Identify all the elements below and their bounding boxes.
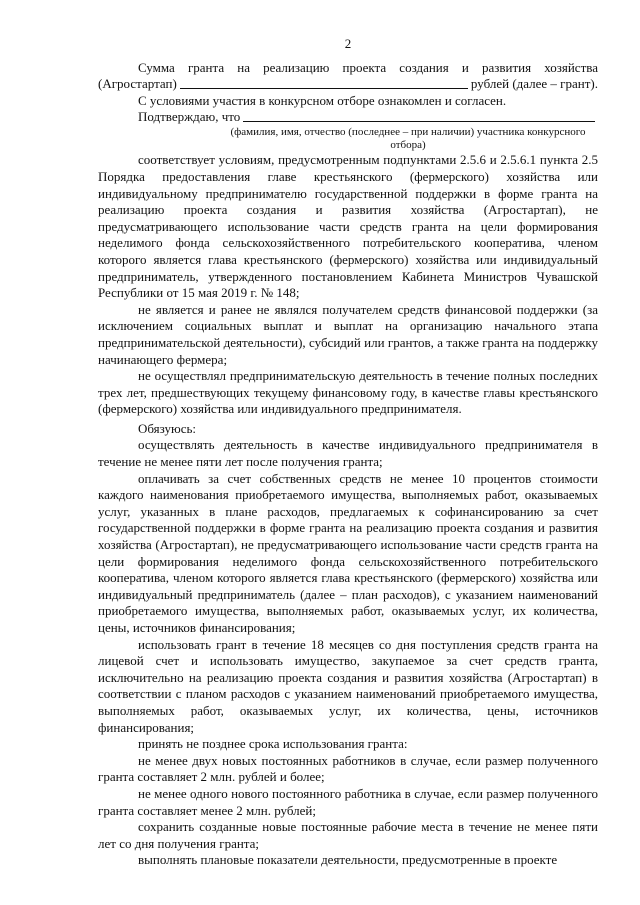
obligations-heading: Обязуюсь: [138, 420, 197, 436]
body-paragraph: осуществлять деятельность в качестве индивидуального предпринимателя в течение не менее пяти лет после получения гранта; [98, 437, 598, 470]
grant-sum-row [98, 76, 598, 93]
grant-sum-line: Сумма гранта на реализацию проекта создания и развития хозяйства [138, 59, 598, 75]
body-paragraph: принять не позднее срока использования гранта: [138, 736, 408, 752]
body-paragraph: не менее двух новых постоянных работников в случае, если размер полученного гранта составляет 2 млн. рублей и более; [98, 752, 598, 785]
confirm-row [98, 109, 598, 126]
body-paragraph: использовать грант в течение 18 месяцев со дня поступления средств гранта на лицевой счет и использовать имущество, закупаемое за счет средств гранта, исключительно на реализацию проекта создания и развития хозяйства (Агростартап) в соответствии с планом расходов с указанием наименований приобретаемого имущества, выполняемых работ, оказываемых услуг, их количества, цены, источников финансирования; [98, 636, 598, 735]
confirm-prefix: Подтверждаю, что [138, 109, 241, 125]
body-paragraph: не менее одного нового постоянного работника в случае, если размер полученного гранта составляет менее 2 млн. рублей; [98, 785, 598, 818]
grant-sum-blank [180, 76, 468, 89]
body-paragraph: не является и ранее не являлся получателем средств финансовой поддержки (за исключением социальных выплат и выплат на организацию начального этапа предпринимательской деятельности), субсидий или грантов, а также гранта на поддержку начинающего фермера; [98, 301, 598, 367]
body-paragraph: соответствует условиям, предусмотренным подпунктами 2.5.6 и 2.5.6.1 пункта 2.5 Порядка предоставления главе крестьянского (фермерского) хозяйства или индивидуальному предпринимателю государственной поддержки в форме гранта на реализацию проекта создания и развития хозяйства (Агростартап), не предусматривающего использование части средств гранта на цели формирования неделимого фонда сельскохозяйственного потребительского кооператива, членом которого является глава крестьянского (фермерского) хозяйства или индивидуальный предприниматель, утвержденного постановлением Кабинета Министров Чувашской Республики от 15 мая 2019 г. № 148; [98, 152, 598, 301]
body-paragraph: оплачивать за счет собственных средств не менее 10 процентов стоимости каждого наименования приобретаемого имущества, выполняемых работ, оказываемых услуг, указанных в плане расходов, предлагаемых к софинансированию за счет государственной поддержки в форме гранта на реализацию проекта создания и развития хозяйства (Агростартап), не предусматривающего использование части средств гранта на цели формирования неделимого фонда сельскохозяйственного потребительского кооператива, членом которого является глава крестьянского (фермерского) хозяйства или индивидуальный предприниматель (далее – план расходов), с указанием наименований приобретаемого имущества, выполняемых работ, оказываемых услуг, их количества, цены, источников финансирования; [98, 470, 598, 635]
confirm-blank [243, 109, 595, 122]
body-paragraph: выполнять плановые показатели деятельности, предусмотренные в проекте [138, 852, 558, 868]
agree-text: С условиями участия в конкурсном отборе ознакомлен и согласен. [138, 92, 507, 108]
document-page [98, 36, 598, 869]
grant-sum-suffix: рублей (далее – грант). [470, 76, 598, 92]
confirm-note: (фамилия, имя, отчество (последнее – при наличии) участника конкурсного отбора) [230, 125, 586, 152]
body-paragraph: сохранить созданные новые постоянные рабочие места в течение не менее пяти лет со дня получения гранта; [98, 819, 598, 851]
grant-sum-prefix: (Агростартап) [98, 76, 177, 92]
body-paragraph: не осуществлял предпринимательскую деятельность в течение полных последних трех лет, предшествующих текущему финансовому году, в качестве главы крестьянского (фермерского) хозяйства или индивидуального предпринимателя. [98, 368, 598, 417]
page-number: 2 [344, 36, 352, 51]
